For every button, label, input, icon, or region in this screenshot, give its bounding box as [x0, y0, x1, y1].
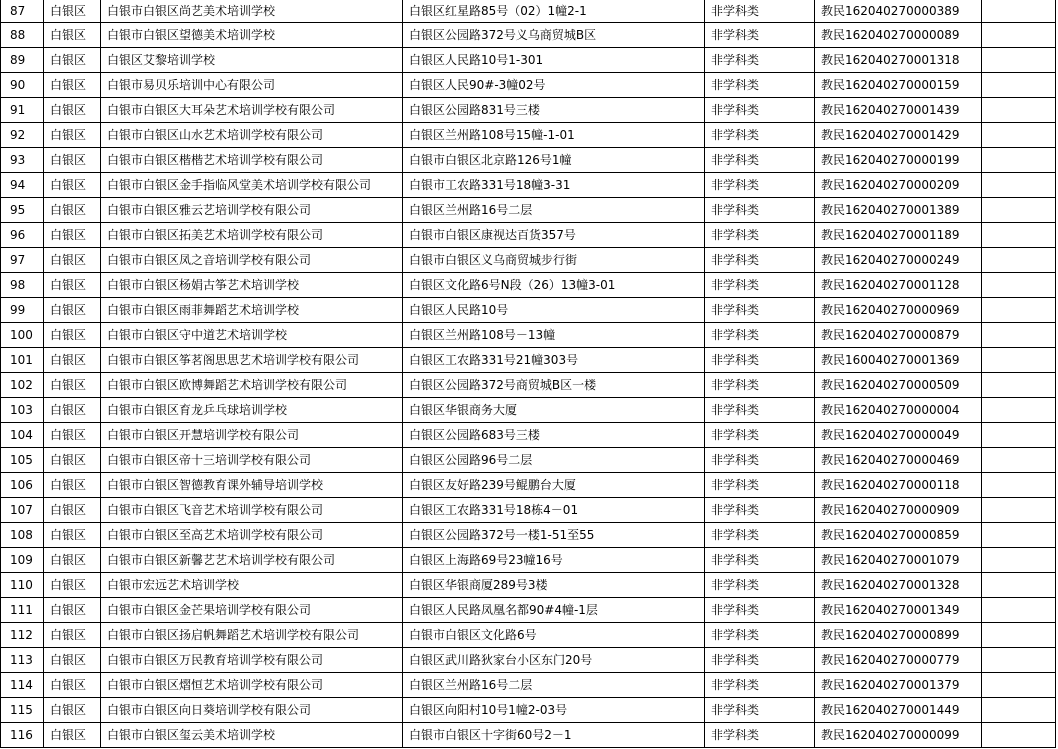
- license-number-cell[interactable]: 教民162040270001389: [815, 198, 982, 223]
- school-name-cell[interactable]: 白银市白银区扬启帆舞蹈艺术培训学校有限公司: [101, 623, 403, 648]
- district-cell[interactable]: 白银区: [44, 498, 101, 523]
- school-name-cell[interactable]: 白银市白银区楷楷艺术培训学校有限公司: [101, 148, 403, 173]
- license-number-cell[interactable]: 教民162040270001079: [815, 548, 982, 573]
- address-cell[interactable]: 白银区公园路831号三楼: [403, 98, 705, 123]
- category-cell[interactable]: 非学科类: [705, 698, 815, 723]
- district-cell[interactable]: 白银区: [44, 148, 101, 173]
- empty-cell[interactable]: [982, 723, 1056, 748]
- school-name-cell[interactable]: 白银市白银区至高艺术培训学校有限公司: [101, 523, 403, 548]
- school-name-cell[interactable]: 白银市白银区万民教育培训学校有限公司: [101, 648, 403, 673]
- address-cell[interactable]: 白银区公园路372号一楼1-51至55: [403, 523, 705, 548]
- address-cell[interactable]: 白银区人民90#-3幢02号: [403, 73, 705, 98]
- district-cell[interactable]: 白银区: [44, 223, 101, 248]
- empty-cell[interactable]: [982, 98, 1056, 123]
- table-row: [1, 473, 1056, 498]
- school-name-cell[interactable]: 白银市白银区望德美术培训学校: [101, 23, 403, 48]
- table-row: [1, 648, 1056, 673]
- address-cell[interactable]: 白银区兰州路16号二层: [403, 198, 705, 223]
- district-cell[interactable]: 白银区: [44, 523, 101, 548]
- category-cell[interactable]: 非学科类: [705, 148, 815, 173]
- table-row: [1, 448, 1056, 473]
- category-cell[interactable]: 非学科类: [705, 73, 815, 98]
- row-number-cell[interactable]: 97: [1, 248, 44, 273]
- district-cell[interactable]: 白银区: [44, 298, 101, 323]
- district-cell[interactable]: 白银区: [44, 548, 101, 573]
- empty-cell[interactable]: [982, 298, 1056, 323]
- table-row: [1, 73, 1056, 98]
- school-name-cell[interactable]: 白银市白银区欧博舞蹈艺术培训学校有限公司: [101, 373, 403, 398]
- category-cell[interactable]: 非学科类: [705, 648, 815, 673]
- license-number-cell[interactable]: 教民162040270001429: [815, 123, 982, 148]
- address-cell[interactable]: 白银区武川路狄家台小区东门20号: [403, 648, 705, 673]
- row-number-cell[interactable]: 109: [1, 548, 44, 573]
- school-name-cell[interactable]: 白银市白银区新馨艺艺术培训学校有限公司: [101, 548, 403, 573]
- table-row: [1, 673, 1056, 698]
- address-cell[interactable]: 白银区友好路239号鲲鹏台大厦: [403, 473, 705, 498]
- empty-cell[interactable]: [982, 423, 1056, 448]
- district-cell[interactable]: 白银区: [44, 673, 101, 698]
- category-cell[interactable]: 非学科类: [705, 598, 815, 623]
- district-cell[interactable]: 白银区: [44, 123, 101, 148]
- district-cell[interactable]: 白银区: [44, 348, 101, 373]
- table-row: [1, 348, 1056, 373]
- row-number-cell[interactable]: 110: [1, 573, 44, 598]
- district-cell[interactable]: 白银区: [44, 273, 101, 298]
- school-name-cell[interactable]: 白银市白银区向日葵培训学校有限公司: [101, 698, 403, 723]
- license-number-cell[interactable]: 教民162040270001439: [815, 98, 982, 123]
- school-name-cell[interactable]: 白银市白银区守中道艺术培训学校: [101, 323, 403, 348]
- address-cell[interactable]: 白银区人民路凤凰名都90#4幢-1层: [403, 598, 705, 623]
- address-cell[interactable]: 白银区公园路683号三楼: [403, 423, 705, 448]
- license-number-cell[interactable]: 教民162040270000199: [815, 148, 982, 173]
- empty-cell[interactable]: [982, 473, 1056, 498]
- row-number-cell[interactable]: 95: [1, 198, 44, 223]
- empty-cell[interactable]: [982, 373, 1056, 398]
- row-number-cell[interactable]: 112: [1, 623, 44, 648]
- table-row: [1, 423, 1056, 448]
- row-number-cell[interactable]: 88: [1, 23, 44, 48]
- category-cell[interactable]: 非学科类: [705, 398, 815, 423]
- district-cell[interactable]: 白银区: [44, 623, 101, 648]
- category-cell[interactable]: 非学科类: [705, 723, 815, 748]
- category-cell[interactable]: 非学科类: [705, 573, 815, 598]
- district-cell[interactable]: 白银区: [44, 198, 101, 223]
- category-cell[interactable]: 非学科类: [705, 0, 815, 23]
- address-cell[interactable]: 白银区人民路10号: [403, 298, 705, 323]
- district-cell[interactable]: 白银区: [44, 173, 101, 198]
- table-row: [1, 223, 1056, 248]
- row-number-cell[interactable]: 89: [1, 48, 44, 73]
- address-cell[interactable]: 白银区公园路372号商贸城B区一楼: [403, 373, 705, 398]
- empty-cell[interactable]: [982, 23, 1056, 48]
- license-number-cell[interactable]: 教民162040270000879: [815, 323, 982, 348]
- table-body: [1, 0, 1056, 748]
- address-cell[interactable]: 白银市白银区文化路6号: [403, 623, 705, 648]
- empty-cell[interactable]: [982, 498, 1056, 523]
- table-row: [1, 698, 1056, 723]
- empty-cell[interactable]: [982, 323, 1056, 348]
- table-row: [1, 723, 1056, 748]
- empty-cell[interactable]: [982, 123, 1056, 148]
- table-row: [1, 123, 1056, 148]
- address-cell[interactable]: 白银区兰州路108号－13幢: [403, 323, 705, 348]
- row-number-cell[interactable]: 106: [1, 473, 44, 498]
- address-cell[interactable]: 白银区公园路372号义乌商贸城B区: [403, 23, 705, 48]
- category-cell[interactable]: 非学科类: [705, 98, 815, 123]
- row-number-cell[interactable]: 102: [1, 373, 44, 398]
- district-cell[interactable]: 白银区: [44, 448, 101, 473]
- license-number-cell[interactable]: 教民162040270001449: [815, 698, 982, 723]
- empty-cell[interactable]: [982, 548, 1056, 573]
- school-name-cell[interactable]: 白银市白银区飞音艺术培训学校有限公司: [101, 498, 403, 523]
- license-number-cell[interactable]: 教民162040270000969: [815, 298, 982, 323]
- address-cell[interactable]: 白银区工农路331号18栋4－01: [403, 498, 705, 523]
- table-row: [1, 148, 1056, 173]
- table-row: [1, 498, 1056, 523]
- category-cell[interactable]: 非学科类: [705, 123, 815, 148]
- school-name-cell[interactable]: 白银市白银区熠恒艺术培训学校有限公司: [101, 673, 403, 698]
- license-number-cell[interactable]: 教民162040270001189: [815, 223, 982, 248]
- school-name-cell[interactable]: 白银市白银区育龙乒乓球培训学校: [101, 398, 403, 423]
- row-number-cell[interactable]: 105: [1, 448, 44, 473]
- category-cell[interactable]: 非学科类: [705, 223, 815, 248]
- table-row: [1, 398, 1056, 423]
- license-number-cell[interactable]: 教民162040270000909: [815, 498, 982, 523]
- category-cell[interactable]: 非学科类: [705, 248, 815, 273]
- row-number-cell[interactable]: 114: [1, 673, 44, 698]
- table-row: [1, 248, 1056, 273]
- empty-cell[interactable]: [982, 348, 1056, 373]
- license-number-cell[interactable]: 教民162040270000159: [815, 73, 982, 98]
- district-cell[interactable]: 白银区: [44, 98, 101, 123]
- empty-cell[interactable]: [982, 448, 1056, 473]
- row-number-cell[interactable]: 113: [1, 648, 44, 673]
- category-cell[interactable]: 非学科类: [705, 523, 815, 548]
- license-number-cell[interactable]: 教民162040270000249: [815, 248, 982, 273]
- category-cell[interactable]: 非学科类: [705, 198, 815, 223]
- license-number-cell[interactable]: 教民162040270001349: [815, 598, 982, 623]
- district-cell[interactable]: 白银区: [44, 73, 101, 98]
- row-number-cell[interactable]: 108: [1, 523, 44, 548]
- license-number-cell[interactable]: 教民162040270000469: [815, 448, 982, 473]
- empty-cell[interactable]: [982, 673, 1056, 698]
- empty-cell[interactable]: [982, 273, 1056, 298]
- school-name-cell[interactable]: 白银市白银区大耳朵艺术培训学校有限公司: [101, 98, 403, 123]
- table-row: [1, 598, 1056, 623]
- address-cell[interactable]: 白银区华银商厦289号3楼: [403, 573, 705, 598]
- address-cell[interactable]: 白银区公园路96号二层: [403, 448, 705, 473]
- row-number-cell[interactable]: 100: [1, 323, 44, 348]
- table-row: [1, 298, 1056, 323]
- category-cell[interactable]: 非学科类: [705, 423, 815, 448]
- empty-cell[interactable]: [982, 698, 1056, 723]
- row-number-cell[interactable]: 111: [1, 598, 44, 623]
- row-number-cell[interactable]: 96: [1, 223, 44, 248]
- category-cell[interactable]: 非学科类: [705, 373, 815, 398]
- district-cell[interactable]: 白银区: [44, 48, 101, 73]
- table-row: [1, 173, 1056, 198]
- category-cell[interactable]: 非学科类: [705, 273, 815, 298]
- district-cell[interactable]: 白银区: [44, 373, 101, 398]
- row-number-cell[interactable]: 101: [1, 348, 44, 373]
- school-name-cell[interactable]: 白银市白银区筝茗阁思思艺术培训学校有限公司: [101, 348, 403, 373]
- district-cell[interactable]: 白银区: [44, 398, 101, 423]
- district-cell[interactable]: 白银区: [44, 23, 101, 48]
- address-cell[interactable]: 白银区向阳村10号1幢2-03号: [403, 698, 705, 723]
- row-number-cell[interactable]: 107: [1, 498, 44, 523]
- category-cell[interactable]: 非学科类: [705, 673, 815, 698]
- address-cell[interactable]: 白银区人民路10号1-301: [403, 48, 705, 73]
- school-name-cell[interactable]: 白银市易贝乐培训中心有限公司: [101, 73, 403, 98]
- category-cell[interactable]: 非学科类: [705, 298, 815, 323]
- address-cell[interactable]: 白银市白银区十字街60号2－1: [403, 723, 705, 748]
- empty-cell[interactable]: [982, 598, 1056, 623]
- empty-cell[interactable]: [982, 398, 1056, 423]
- category-cell[interactable]: 非学科类: [705, 348, 815, 373]
- address-cell[interactable]: 白银区兰州路16号二层: [403, 673, 705, 698]
- row-number-cell[interactable]: 92: [1, 123, 44, 148]
- district-cell[interactable]: 白银区: [44, 323, 101, 348]
- district-cell[interactable]: 白银区: [44, 248, 101, 273]
- address-cell[interactable]: 白银区工农路331号21幢303号: [403, 348, 705, 373]
- empty-cell[interactable]: [982, 73, 1056, 98]
- table-row: [1, 548, 1056, 573]
- district-cell[interactable]: 白银区: [44, 423, 101, 448]
- table-row: [1, 623, 1056, 648]
- table-row: [1, 0, 1056, 23]
- address-cell[interactable]: 白银市白银区康视达百货357号: [403, 223, 705, 248]
- district-cell[interactable]: 白银区: [44, 648, 101, 673]
- table-row: [1, 98, 1056, 123]
- table-row: [1, 23, 1056, 48]
- row-number-cell[interactable]: 104: [1, 423, 44, 448]
- license-number-cell[interactable]: 教民162040270000859: [815, 523, 982, 548]
- empty-cell[interactable]: [982, 148, 1056, 173]
- license-number-cell[interactable]: 教民162040270000899: [815, 623, 982, 648]
- category-cell[interactable]: 非学科类: [705, 548, 815, 573]
- row-number-cell[interactable]: 115: [1, 698, 44, 723]
- empty-cell[interactable]: [982, 198, 1056, 223]
- school-name-cell[interactable]: 白银区艾黎培训学校: [101, 48, 403, 73]
- category-cell[interactable]: 非学科类: [705, 498, 815, 523]
- license-number-cell[interactable]: 教民162040270000209: [815, 173, 982, 198]
- category-cell[interactable]: 非学科类: [705, 23, 815, 48]
- school-name-cell[interactable]: 白银市白银区金手指临风堂美术培训学校有限公司: [101, 173, 403, 198]
- school-name-cell[interactable]: 白银市白银区雨菲舞蹈艺术培训学校: [101, 298, 403, 323]
- category-cell[interactable]: 非学科类: [705, 173, 815, 198]
- district-cell[interactable]: 白银区: [44, 473, 101, 498]
- table-row: [1, 523, 1056, 548]
- row-number-cell[interactable]: 90: [1, 73, 44, 98]
- school-name-cell[interactable]: 白银市白银区开慧培训学校有限公司: [101, 423, 403, 448]
- license-number-cell[interactable]: 教民162040270000049: [815, 423, 982, 448]
- table-row: [1, 198, 1056, 223]
- table-row: [1, 273, 1056, 298]
- table-row: [1, 323, 1056, 348]
- school-name-cell[interactable]: 白银市白银区雅云艺培训学校有限公司: [101, 198, 403, 223]
- row-number-cell[interactable]: 98: [1, 273, 44, 298]
- school-name-cell[interactable]: 白银市宏远艺术培训学校: [101, 573, 403, 598]
- license-number-cell[interactable]: 教民162040270001128: [815, 273, 982, 298]
- school-name-cell[interactable]: 白银市白银区凤之音培训学校有限公司: [101, 248, 403, 273]
- empty-cell[interactable]: [982, 523, 1056, 548]
- license-number-cell[interactable]: 教民162040270000389: [815, 0, 982, 23]
- license-number-cell[interactable]: 教民162040270001318: [815, 48, 982, 73]
- empty-cell[interactable]: [982, 48, 1056, 73]
- address-cell[interactable]: 白银区华银商务大厦: [403, 398, 705, 423]
- license-number-cell[interactable]: 教民162040270001379: [815, 673, 982, 698]
- school-name-cell[interactable]: 白银市白银区智德教育课外辅导培训学校: [101, 473, 403, 498]
- category-cell[interactable]: 非学科类: [705, 48, 815, 73]
- row-number-cell[interactable]: 91: [1, 98, 44, 123]
- school-name-cell[interactable]: 白银市白银区山水艺术培训学校有限公司: [101, 123, 403, 148]
- district-cell[interactable]: 白银区: [44, 598, 101, 623]
- table-row: [1, 48, 1056, 73]
- row-number-cell[interactable]: 116: [1, 723, 44, 748]
- license-number-cell[interactable]: 教民162040270000099: [815, 723, 982, 748]
- empty-cell[interactable]: [982, 223, 1056, 248]
- address-cell[interactable]: 白银区红星路85号（02）1幢2-1: [403, 0, 705, 23]
- empty-cell[interactable]: [982, 648, 1056, 673]
- row-number-cell[interactable]: 87: [1, 0, 44, 23]
- district-cell[interactable]: 白银区: [44, 0, 101, 23]
- license-number-cell[interactable]: 教民162040270000779: [815, 648, 982, 673]
- license-number-cell[interactable]: 教民162040270000509: [815, 373, 982, 398]
- school-name-cell[interactable]: 白银市白银区尚艺美术培训学校: [101, 0, 403, 23]
- license-number-cell[interactable]: 教民162040270001328: [815, 573, 982, 598]
- address-cell[interactable]: 白银区文化路6号N段（26）13幢3-01: [403, 273, 705, 298]
- address-cell[interactable]: 白银区上海路69号23幢16号: [403, 548, 705, 573]
- address-cell[interactable]: 白银市白银区北京路126号1幢: [403, 148, 705, 173]
- row-number-cell[interactable]: 93: [1, 148, 44, 173]
- empty-cell[interactable]: [982, 573, 1056, 598]
- category-cell[interactable]: 非学科类: [705, 473, 815, 498]
- district-cell[interactable]: 白银区: [44, 573, 101, 598]
- school-name-cell[interactable]: 白银市白银区金芒果培训学校有限公司: [101, 598, 403, 623]
- category-cell[interactable]: 非学科类: [705, 623, 815, 648]
- school-name-cell[interactable]: 白银市白银区杨娟古筝艺术培训学校: [101, 273, 403, 298]
- empty-cell[interactable]: [982, 248, 1056, 273]
- district-cell[interactable]: 白银区: [44, 698, 101, 723]
- address-cell[interactable]: 白银区兰州路108号15幢-1-01: [403, 123, 705, 148]
- empty-cell[interactable]: [982, 0, 1056, 23]
- table-row: [1, 373, 1056, 398]
- school-name-cell[interactable]: 白银市白银区帝十三培训学校有限公司: [101, 448, 403, 473]
- license-number-cell[interactable]: 教民162040270000004: [815, 398, 982, 423]
- empty-cell[interactable]: [982, 173, 1056, 198]
- address-cell[interactable]: 白银市白银区义乌商贸城步行街: [403, 248, 705, 273]
- address-cell[interactable]: 白银市工农路331号18幢3-31: [403, 173, 705, 198]
- school-name-cell[interactable]: 白银市白银区玺云美术培训学校: [101, 723, 403, 748]
- school-name-cell[interactable]: 白银市白银区拓美艺术培训学校有限公司: [101, 223, 403, 248]
- license-number-cell[interactable]: 教民160040270001369: [815, 348, 982, 373]
- license-number-cell[interactable]: 教民162040270000089: [815, 23, 982, 48]
- category-cell[interactable]: 非学科类: [705, 448, 815, 473]
- category-cell[interactable]: 非学科类: [705, 323, 815, 348]
- row-number-cell[interactable]: 94: [1, 173, 44, 198]
- license-number-cell[interactable]: 教民162040270000118: [815, 473, 982, 498]
- empty-cell[interactable]: [982, 623, 1056, 648]
- district-cell[interactable]: 白银区: [44, 723, 101, 748]
- row-number-cell[interactable]: 99: [1, 298, 44, 323]
- row-number-cell[interactable]: 103: [1, 398, 44, 423]
- table-row: [1, 573, 1056, 598]
